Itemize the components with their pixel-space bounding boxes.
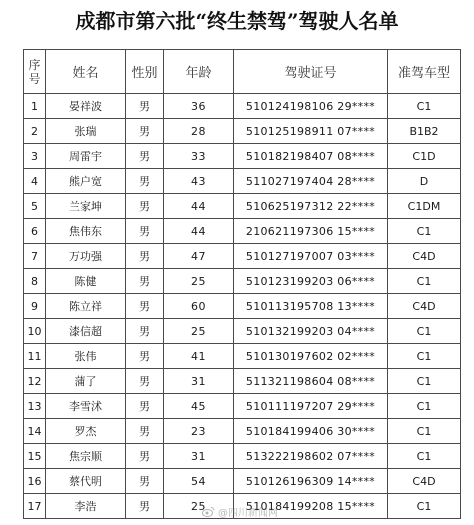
cell-license: 510111197207 29**** — [234, 394, 388, 419]
cell-license: 511027197404 28**** — [234, 169, 388, 194]
cell-class: C1 — [388, 94, 461, 119]
cell-sex: 男 — [126, 94, 164, 119]
cell-index: 9 — [24, 294, 46, 319]
cell-index: 14 — [24, 419, 46, 444]
header-age: 年龄 — [164, 50, 234, 94]
cell-age: 43 — [164, 169, 234, 194]
cell-class: C1 — [388, 419, 461, 444]
cell-license: 210621197306 15**** — [234, 219, 388, 244]
cell-name: 蔡代明 — [46, 469, 126, 494]
cell-age: 44 — [164, 194, 234, 219]
table-row — [24, 394, 461, 419]
cell-license: 510182198407 08**** — [234, 144, 388, 169]
cell-class: C1 — [388, 344, 461, 369]
cell-sex: 男 — [126, 219, 164, 244]
cell-age: 25 — [164, 494, 234, 519]
cell-class: C4D — [388, 469, 461, 494]
header-license: 驾驶证号 — [234, 50, 388, 94]
cell-age: 23 — [164, 419, 234, 444]
cell-sex: 男 — [126, 194, 164, 219]
cell-sex: 男 — [126, 144, 164, 169]
cell-index: 6 — [24, 219, 46, 244]
cell-class: C1D — [388, 144, 461, 169]
cell-license: 510184199406 30**** — [234, 419, 388, 444]
cell-age: 36 — [164, 94, 234, 119]
table-row — [24, 244, 461, 269]
cell-sex: 男 — [126, 169, 164, 194]
cell-class: C1 — [388, 444, 461, 469]
cell-index: 3 — [24, 144, 46, 169]
cell-age: 47 — [164, 244, 234, 269]
cell-class: B1B2 — [388, 119, 461, 144]
cell-class: C1 — [388, 494, 461, 519]
cell-index: 7 — [24, 244, 46, 269]
cell-class: C4D — [388, 294, 461, 319]
cell-class: C1 — [388, 394, 461, 419]
cell-index: 16 — [24, 469, 46, 494]
table-row — [24, 119, 461, 144]
header-name: 姓名 — [46, 50, 126, 94]
cell-license: 513222198602 07**** — [234, 444, 388, 469]
cell-class: C1 — [388, 319, 461, 344]
cell-license: 510126196309 14**** — [234, 469, 388, 494]
cell-age: 28 — [164, 119, 234, 144]
table-row — [24, 219, 461, 244]
table-row — [24, 319, 461, 344]
cell-class: C1 — [388, 369, 461, 394]
table-row — [24, 169, 461, 194]
table-body — [24, 94, 461, 519]
cell-index: 4 — [24, 169, 46, 194]
cell-name: 罗杰 — [46, 419, 126, 444]
cell-sex: 男 — [126, 319, 164, 344]
cell-class: C1DM — [388, 194, 461, 219]
cell-index: 10 — [24, 319, 46, 344]
table-row — [24, 269, 461, 294]
table-header-row — [24, 50, 461, 94]
cell-age: 54 — [164, 469, 234, 494]
cell-sex: 男 — [126, 419, 164, 444]
cell-index: 17 — [24, 494, 46, 519]
table-row — [24, 144, 461, 169]
header-class: 准驾车型 — [388, 50, 461, 94]
cell-license: 511321198604 08**** — [234, 369, 388, 394]
cell-class: C4D — [388, 244, 461, 269]
cell-name: 焦伟东 — [46, 219, 126, 244]
cell-class: D — [388, 169, 461, 194]
table-row — [24, 419, 461, 444]
cell-index: 13 — [24, 394, 46, 419]
cell-name: 陈立祥 — [46, 294, 126, 319]
cell-name: 兰家坤 — [46, 194, 126, 219]
cell-license: 510127197007 03**** — [234, 244, 388, 269]
cell-license: 510625197312 22**** — [234, 194, 388, 219]
cell-sex: 男 — [126, 119, 164, 144]
cell-sex: 男 — [126, 344, 164, 369]
cell-name: 张伟 — [46, 344, 126, 369]
cell-name: 陈健 — [46, 269, 126, 294]
cell-name: 万功强 — [46, 244, 126, 269]
cell-name: 蒲了 — [46, 369, 126, 394]
cell-class: C1 — [388, 269, 461, 294]
cell-license: 510132199203 04**** — [234, 319, 388, 344]
table-row — [24, 344, 461, 369]
cell-name: 熊户宽 — [46, 169, 126, 194]
cell-index: 2 — [24, 119, 46, 144]
table-row — [24, 194, 461, 219]
table-row — [24, 469, 461, 494]
cell-index: 11 — [24, 344, 46, 369]
cell-name: 焦宗顺 — [46, 444, 126, 469]
cell-license: 510184199208 15**** — [234, 494, 388, 519]
cell-sex: 男 — [126, 294, 164, 319]
table-row — [24, 94, 461, 119]
cell-sex: 男 — [126, 244, 164, 269]
cell-name: 张瑞 — [46, 119, 126, 144]
cell-license: 510124198106 29**** — [234, 94, 388, 119]
cell-age: 44 — [164, 219, 234, 244]
cell-name: 李雪沭 — [46, 394, 126, 419]
cell-age: 25 — [164, 319, 234, 344]
cell-license: 510130197602 02**** — [234, 344, 388, 369]
cell-sex: 男 — [126, 469, 164, 494]
cell-age: 31 — [164, 369, 234, 394]
cell-sex: 男 — [126, 269, 164, 294]
cell-index: 5 — [24, 194, 46, 219]
cell-age: 45 — [164, 394, 234, 419]
cell-index: 12 — [24, 369, 46, 394]
cell-sex: 男 — [126, 394, 164, 419]
cell-age: 25 — [164, 269, 234, 294]
cell-age: 33 — [164, 144, 234, 169]
cell-name: 周雷宇 — [46, 144, 126, 169]
cell-age: 31 — [164, 444, 234, 469]
cell-sex: 男 — [126, 369, 164, 394]
cell-index: 8 — [24, 269, 46, 294]
banned-drivers-table — [23, 49, 461, 519]
cell-sex: 男 — [126, 494, 164, 519]
cell-name: 晏祥波 — [46, 94, 126, 119]
table-row — [24, 294, 461, 319]
cell-name: 漆信超 — [46, 319, 126, 344]
cell-sex: 男 — [126, 444, 164, 469]
cell-license: 510123199203 06**** — [234, 269, 388, 294]
cell-class: C1 — [388, 219, 461, 244]
cell-age: 41 — [164, 344, 234, 369]
cell-license: 510125198911 07**** — [234, 119, 388, 144]
watermark-text: @四川新闻网 — [218, 507, 278, 519]
cell-license: 510113195708 13**** — [234, 294, 388, 319]
cell-index: 15 — [24, 444, 46, 469]
cell-age: 60 — [164, 294, 234, 319]
table-row — [24, 444, 461, 469]
cell-index: 1 — [24, 94, 46, 119]
cell-name: 李浩 — [46, 494, 126, 519]
table-row — [24, 369, 461, 394]
header-index: 序号 — [24, 50, 46, 94]
document-title: 成都市第六批“终生禁驾”驾驶人名单 — [75, 9, 399, 33]
table-row — [24, 494, 461, 519]
header-sex: 性别 — [126, 50, 164, 94]
